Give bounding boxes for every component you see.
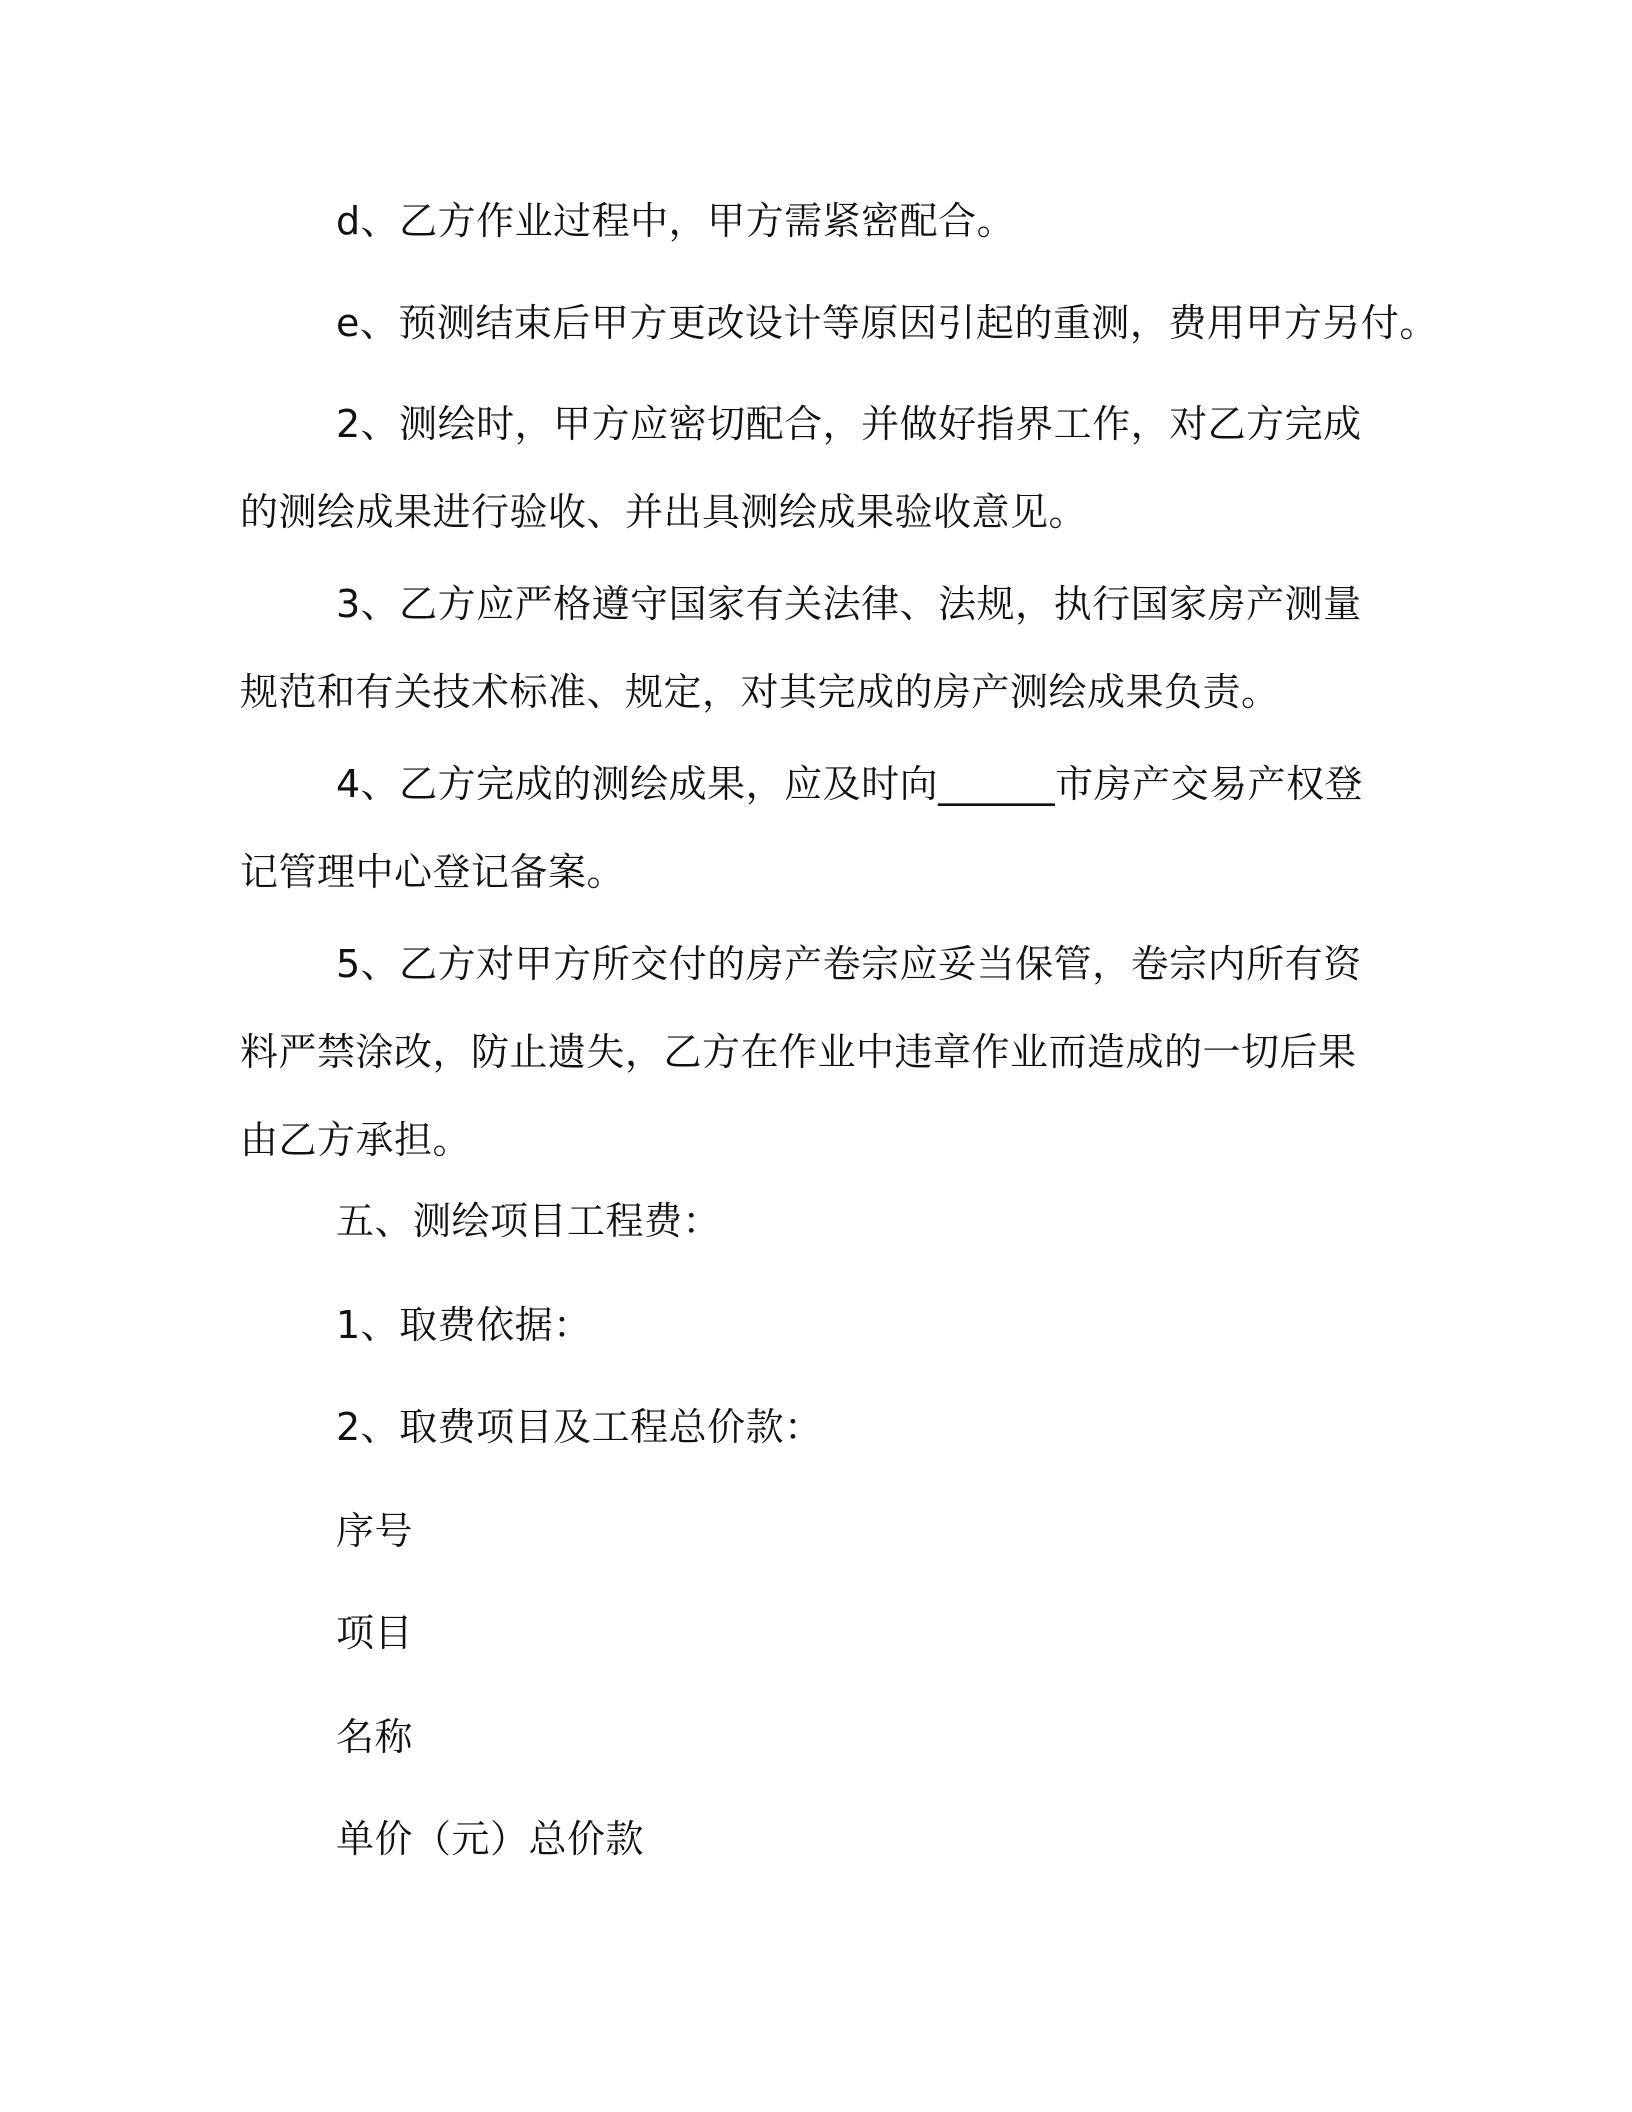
table-header-name: 名称 bbox=[336, 1715, 414, 1759]
paragraph-4: 4、乙方完成的测绘成果，应及时向______市房产交易产权登记管理中心登记备案。 bbox=[240, 762, 1364, 894]
paragraph-5: 5、乙方对甲方所交付的房产卷宗应妥当保管，卷宗内所有资料严禁涂改，防止遗失，乙方在作业中违章作业而造成的一切后果由乙方承担。 bbox=[240, 942, 1362, 1162]
paragraph-e: e、预测结束后甲方更改设计等原因引起的重测，费用甲方另付。 bbox=[336, 301, 1438, 345]
table-header-price: 单价（元）总价款 bbox=[336, 1817, 645, 1861]
paragraph-d: d、乙方作业过程中，甲方需紧密配合。 bbox=[336, 199, 1016, 243]
fee-items: 2、取费项目及工程总价款： bbox=[336, 1405, 823, 1449]
fee-basis: 1、取费依据： bbox=[336, 1303, 592, 1347]
table-header-project: 项目 bbox=[336, 1611, 414, 1655]
paragraph-2: 2、测绘时，甲方应密切配合，并做好指界工作，对乙方完成的测绘成果进行验收、并出具测绘成果验收意见。 bbox=[240, 402, 1362, 534]
section-heading-5: 五、测绘项目工程费： bbox=[336, 1199, 722, 1243]
paragraph-3: 3、乙方应严格遵守国家有关法律、法规，执行国家房产测量规范和有关技术标准、规定，对其完成的房产测绘成果负责。 bbox=[240, 582, 1362, 714]
table-header-number: 序号 bbox=[336, 1509, 414, 1553]
